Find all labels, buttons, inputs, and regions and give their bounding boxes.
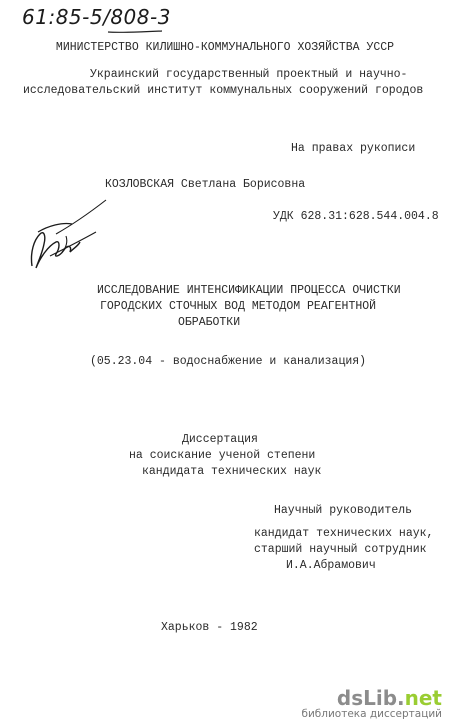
author-name: КОЗЛОВСКАЯ Светлана Борисовна [105, 178, 306, 191]
dslib-logo[interactable] [301, 688, 442, 708]
supervisor-position: старший научный сотрудник [254, 543, 427, 556]
handwritten-code-text: 61:85-5/808-3 [22, 5, 171, 29]
title-line-1: ИССЛЕДОВАНИЕ ИНТЕНСИФИКАЦИИ ПРОЦЕССА ОЧИСТКИ [97, 284, 401, 297]
logo-brand: dsLib [336, 686, 398, 710]
author-signature [26, 196, 112, 280]
dissertation-field-line: кандидата технических наук [142, 465, 322, 478]
supervisor-label: Научный руководитель [274, 504, 413, 517]
dslib-subtitle: библиотека диссертаций [301, 708, 442, 720]
specialty-code: (05.23.04 - водоснабжение и канализация) [90, 355, 367, 368]
logo-tld: net [404, 686, 442, 710]
institute-line-1: Украинский государственный проектный и научно- [90, 68, 408, 81]
manuscript-rights: На правах рукописи [291, 142, 416, 155]
udk-code: УДК 628.31:628.544.004.8 [273, 210, 439, 223]
supervisor-degree: кандидат технических наук, [254, 527, 434, 540]
logo-dot: . [397, 686, 405, 710]
dissertation-degree-line: на соискание ученой степени [129, 449, 316, 462]
institute-line-2: исследовательский институт коммунальных сооружений городов [23, 84, 424, 97]
ministry-heading: МИНИСТЕРСТВО КИЛИШНО-КОММУНАЛЬНОГО ХОЗЯЙСТВА УССР [55, 41, 395, 54]
dslib-watermark[interactable] [301, 688, 442, 721]
supervisor-name: И.А.Абрамович [286, 559, 376, 572]
handwriting-underline [108, 31, 162, 32]
title-line-2: ГОРОДСКИХ СТОЧНЫХ ВОД МЕТОДОМ РЕАГЕНТНОЙ [100, 300, 377, 313]
title-line-3: ОБРАБОТКИ [178, 316, 241, 329]
city-year: Харьков - 1982 [161, 621, 258, 634]
dissertation-label: Диссертация [182, 433, 258, 446]
